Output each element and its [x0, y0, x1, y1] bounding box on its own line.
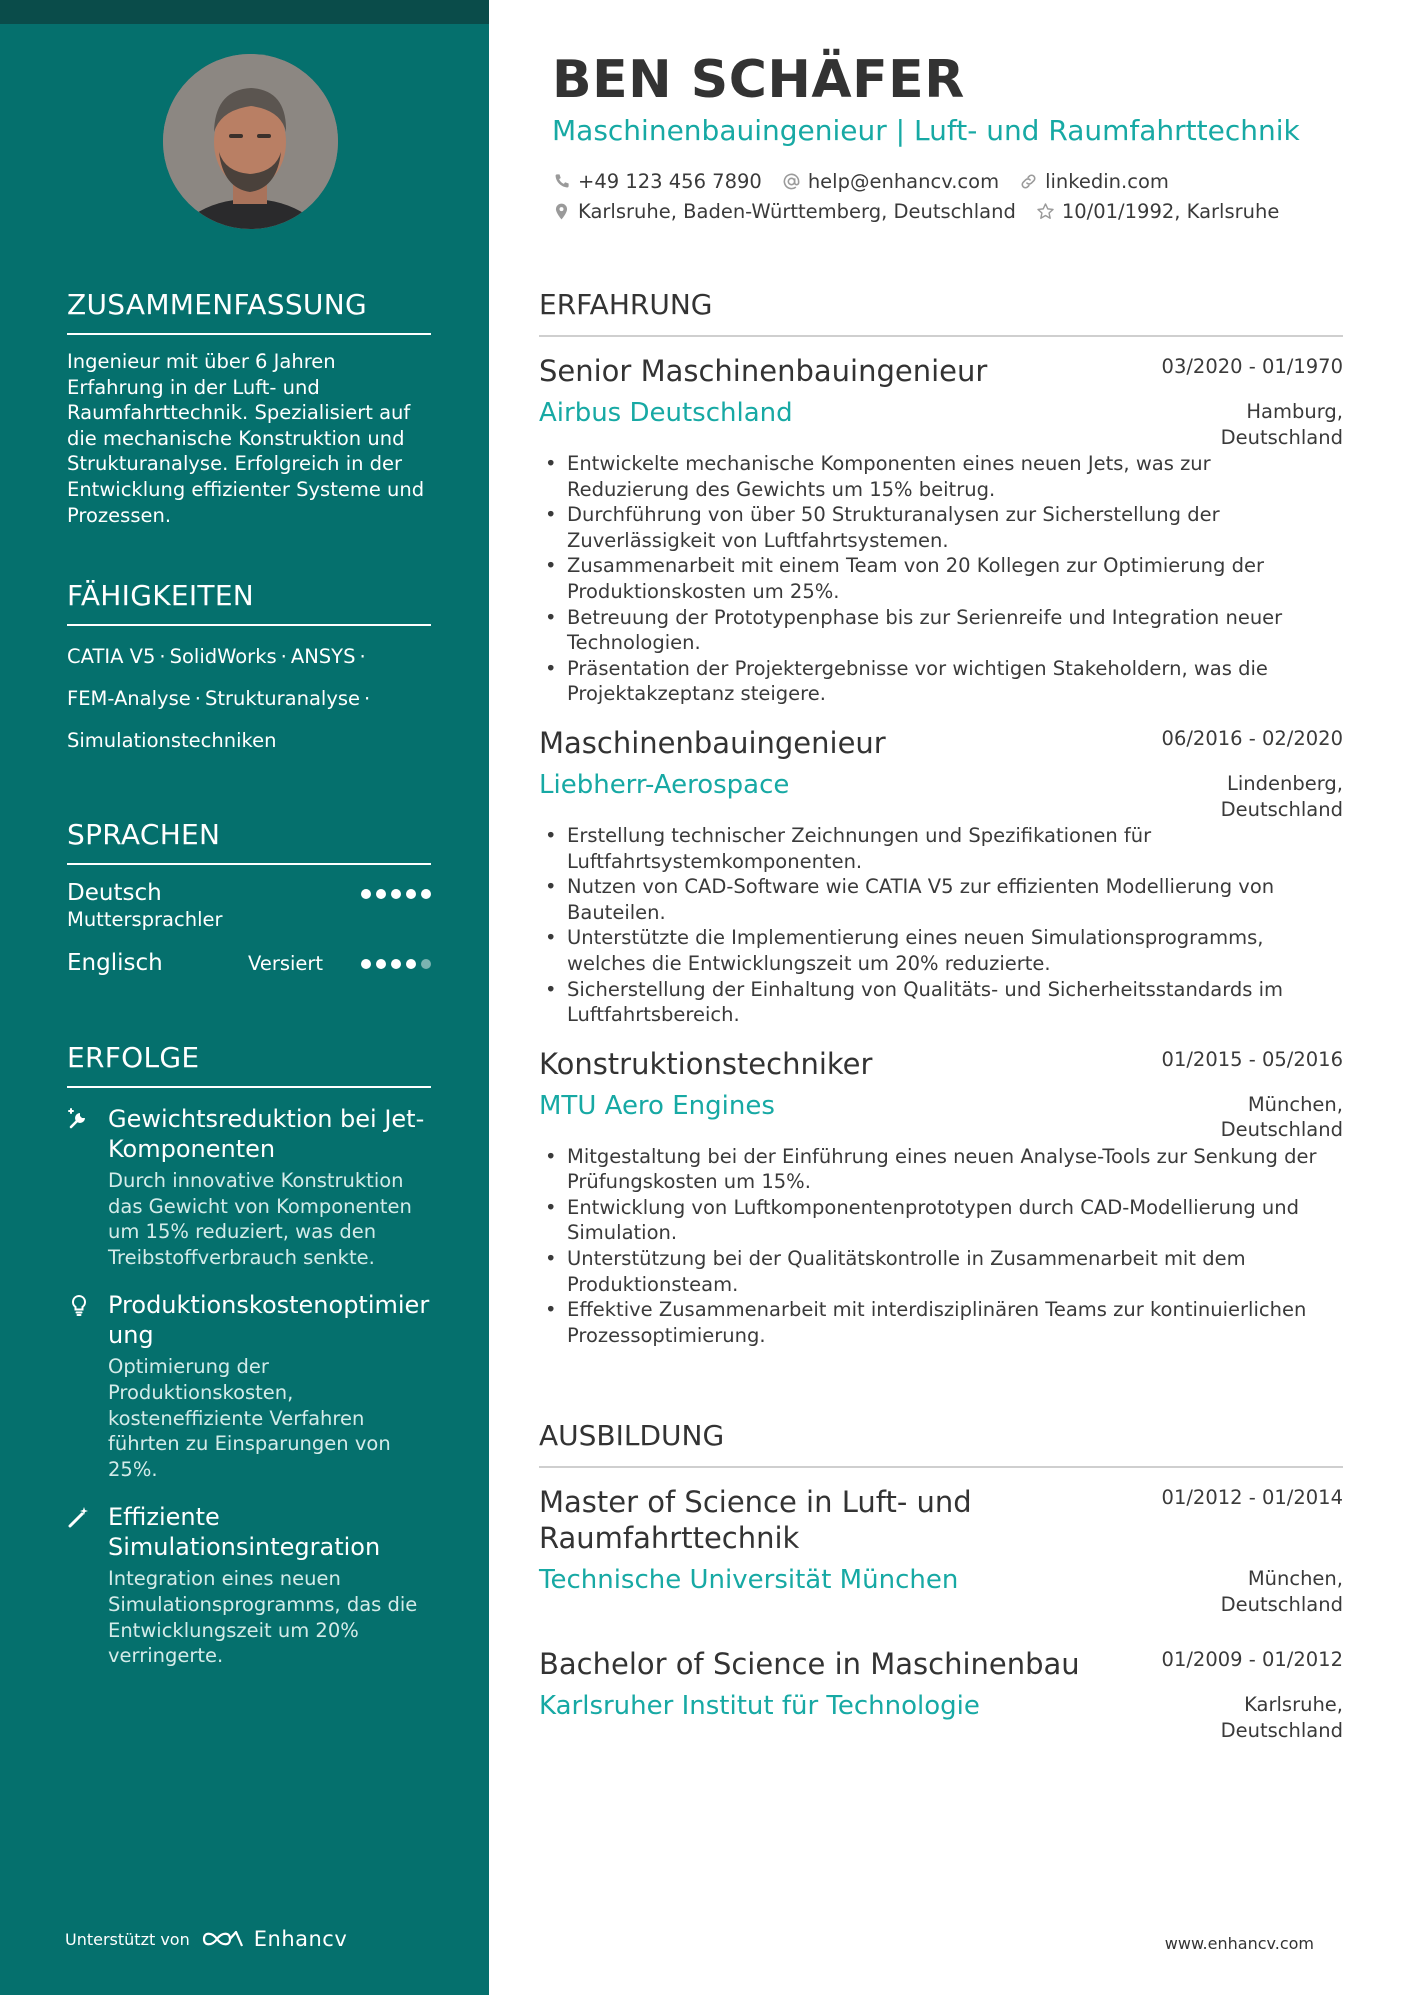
- achievement-description: Durch innovative Konstruktion das Gewicht von Komponenten um 15% reduziert, was den Treibstoffverbrauch senkte.: [108, 1169, 412, 1269]
- skill-item: Strukturanalyse: [204, 687, 361, 710]
- company-name[interactable]: Airbus Deutschland: [539, 398, 793, 428]
- job-location: [1221, 1092, 1343, 1143]
- experience-entry: [539, 1046, 1343, 1349]
- bullet-item: • Sicherstellung der Einhaltung von Qualitäts- und Sicherheitsstandards im Luftfahrtsbereich.: [539, 977, 1329, 1028]
- school-name[interactable]: Technische Universität München: [539, 1565, 959, 1595]
- bullet-item: • Zusammenarbeit mit einem Team von 20 Kollegen zur Optimierung der Produktionskosten um 25%.: [539, 553, 1329, 604]
- bullet-item: • Entwicklung von Luftkomponentenprototypen durch CAD-Modellierung und Simulation.: [539, 1195, 1329, 1246]
- sidebar-top-bar: [0, 0, 489, 24]
- bullet-item: • Betreuung der Prototypenphase bis zur Serienreife und Integration neuer Technologien.: [539, 605, 1329, 656]
- language-level: Muttersprachler: [67, 908, 223, 931]
- experience-section: [539, 288, 1343, 1348]
- bullet-item: • Präsentation der Projektergebnisse vor wichtigen Stakeholdern, was die Projektakzeptanz steigere.: [539, 656, 1329, 707]
- birth-text: 10/01/1992, Karlsruhe: [1061, 200, 1280, 223]
- skills-list: [67, 636, 431, 762]
- education-section: [539, 1419, 1343, 1742]
- education-dates: 01/2009 - 01/2012: [1161, 1648, 1343, 1671]
- languages-heading: SPRACHEN: [67, 818, 431, 865]
- phone-icon: [552, 172, 571, 191]
- star-icon: [1036, 202, 1055, 221]
- birth-contact: [1036, 200, 1280, 223]
- rating-dot: [421, 959, 431, 969]
- job-dates: 06/2016 - 02/2020: [1161, 726, 1343, 750]
- language-rating: [361, 959, 431, 969]
- achievements-section: [67, 1041, 431, 1669]
- summary-section: [67, 288, 431, 528]
- enhancv-logo-icon: [200, 1928, 246, 1950]
- linkedin-text: linkedin.com: [1045, 170, 1169, 193]
- rating-dot: [406, 959, 416, 969]
- brand-name: Enhancv: [253, 1927, 348, 1951]
- job-location: [1221, 399, 1343, 450]
- job-location: [1221, 771, 1343, 822]
- skill-item: FEM-Analyse: [67, 687, 191, 710]
- wrench-icon: [67, 1107, 91, 1131]
- skill-separator: ·: [280, 645, 287, 668]
- language-item: [67, 949, 431, 999]
- language-name: Englisch: [67, 950, 163, 976]
- rating-dot: [391, 889, 401, 899]
- skill-item: ANSYS: [290, 645, 356, 668]
- job-country: Deutschland: [1220, 797, 1343, 821]
- skill-separator: ·: [364, 687, 371, 710]
- powered-by-label: Unterstützt von: [65, 1929, 190, 1949]
- achievement-description: Optimierung der Produktionskosten, kosteneffiziente Verfahren führten zu Einsparungen von 25%.: [108, 1355, 391, 1481]
- education-entry: [539, 1484, 1343, 1616]
- bullet-item: • Durchführung von über 50 Strukturanalysen zur Sicherstellung der Zuverlässigkeit von Luftfahrtsystemen.: [539, 502, 1329, 553]
- degree-title: Master of Science in Luft- und Raumfahrttechnik: [539, 1485, 972, 1555]
- achievement-title: Gewichtsreduktion bei Jet-Komponenten: [108, 1105, 425, 1163]
- powered-by: [65, 1927, 347, 1951]
- achievement-item: [67, 1290, 431, 1482]
- lightbulb-icon: [67, 1293, 91, 1317]
- job-title: Senior Maschinenbauingenieur: [539, 354, 988, 388]
- education-location: [1221, 1692, 1343, 1743]
- job-city: München,: [1247, 1092, 1343, 1116]
- job-title: Maschinenbauingenieur: [539, 725, 886, 760]
- job-country: Deutschland: [1220, 1118, 1343, 1142]
- experience-entry: [539, 353, 1343, 707]
- bullet-item: • Mitgestaltung bei der Einführung eines neuen Analyse-Tools zur Senkung der Prüfungskosten um 15%.: [539, 1144, 1329, 1195]
- education-country: Deutschland: [1220, 1718, 1343, 1742]
- language-level: Versiert: [248, 952, 324, 975]
- sidebar: [0, 0, 489, 1995]
- enhancv-logo[interactable]: [200, 1927, 348, 1951]
- achievement-item: [67, 1104, 431, 1270]
- education-city: Karlsruhe,: [1244, 1693, 1343, 1716]
- bullet-item: • Unterstützte die Implementierung eines neuen Simulationsprogramms, welches die Entwicklungszeit um 20% reduzierte.: [539, 925, 1329, 976]
- bullet-item: • Entwickelte mechanische Komponenten eines neuen Jets, was zur Reduzierung des Gewichts um 15% beitrug.: [539, 451, 1329, 502]
- languages-section: [67, 818, 431, 999]
- skill-separator: ·: [194, 687, 201, 710]
- bullet-item: • Nutzen von CAD-Software wie CATIA V5 zur effizienten Modellierung von Bauteilen.: [539, 874, 1329, 925]
- candidate-name: BEN SCHÄFER: [552, 50, 965, 110]
- summary-text: Ingenieur mit über 6 Jahren Erfahrung in der Luft- und Raumfahrttechnik. Spezialisiert auf die mechanische Konstruktion und Strukturanalyse. Erfolgreich in der Entwicklung effizienter Systeme und Prozessen.: [67, 350, 425, 527]
- job-city: Hamburg,: [1246, 400, 1343, 423]
- job-dates: 03/2020 - 01/1970: [1161, 355, 1343, 378]
- achievement-title: Produktionskostenoptimierung: [108, 1291, 430, 1350]
- achievement-title: Effiziente Simulationsintegration: [108, 1503, 381, 1562]
- summary-heading: ZUSAMMENFASSUNG: [67, 288, 431, 335]
- education-city: München,: [1247, 1567, 1343, 1590]
- experience-heading: ERFAHRUNG: [539, 288, 1343, 337]
- magic-wand-icon: [67, 1505, 91, 1529]
- bullet-item: • Erstellung technischer Zeichnungen und Spezifikationen für Luftfahrtsystemkomponenten.: [539, 823, 1329, 874]
- email-text: help@enhancv.com: [807, 170, 1000, 193]
- experience-entry: [539, 725, 1343, 1028]
- candidate-title: Maschinenbauingenieur | Luft- und Raumfahrttechnik: [552, 114, 1300, 147]
- footer-url[interactable]: www.enhancv.com: [1164, 1934, 1314, 1953]
- skill-item: SolidWorks: [169, 645, 277, 668]
- achievement-item: [67, 1502, 431, 1668]
- linkedin-contact[interactable]: [1019, 170, 1169, 193]
- language-name: Deutsch: [67, 880, 162, 906]
- skill-separator: ·: [159, 645, 166, 668]
- skill-separator: ·: [359, 645, 366, 668]
- bullet-item: • Unterstützung bei der Qualitätskontrolle in Zusammenarbeit mit dem Produktionsteam.: [539, 1246, 1329, 1297]
- job-city: Lindenberg,: [1226, 771, 1343, 795]
- location-pin-icon: [552, 202, 571, 221]
- job-dates: 01/2015 - 05/2016: [1161, 1047, 1343, 1071]
- rating-dot: [361, 959, 371, 969]
- job-bullets: [539, 1144, 1343, 1349]
- education-heading: AUSBILDUNG: [539, 1419, 1343, 1468]
- phone-contact[interactable]: [552, 170, 762, 193]
- portrait-image: [163, 54, 338, 229]
- skill-item: CATIA V5: [67, 645, 156, 668]
- at-sign-icon: [782, 172, 801, 191]
- location-contact: [552, 200, 1016, 223]
- job-title: Konstruktionstechniker: [539, 1046, 873, 1081]
- skills-section: [67, 579, 431, 762]
- education-location: [1221, 1566, 1343, 1617]
- email-contact[interactable]: [782, 170, 999, 193]
- contact-row: [552, 200, 1279, 223]
- rating-dot: [421, 889, 431, 899]
- location-text: Karlsruhe, Baden-Württemberg, Deutschland: [578, 200, 1016, 223]
- contact-row: [552, 170, 1169, 193]
- phone-text: +49 123 456 7890: [578, 170, 762, 193]
- achievements-heading: ERFOLGE: [67, 1041, 431, 1088]
- skill-item: Simulationstechniken: [67, 729, 277, 752]
- rating-dot: [376, 889, 386, 899]
- job-country: Deutschland: [1220, 425, 1343, 449]
- language-item: [67, 879, 431, 949]
- rating-dot: [361, 889, 371, 899]
- job-bullets: [539, 823, 1343, 1028]
- degree-title: Bachelor of Science in Maschinenbau: [539, 1647, 1080, 1681]
- link-icon: [1019, 172, 1038, 191]
- profile-photo: [163, 54, 338, 229]
- company-name[interactable]: Liebherr-Aerospace: [539, 769, 790, 800]
- education-entry: [539, 1646, 1343, 1742]
- rating-dot: [406, 889, 416, 899]
- job-bullets: [539, 451, 1343, 707]
- rating-dot: [391, 959, 401, 969]
- company-name[interactable]: MTU Aero Engines: [539, 1090, 775, 1121]
- skills-heading: FÄHIGKEITEN: [67, 579, 431, 626]
- education-country: Deutschland: [1220, 1592, 1343, 1616]
- education-dates: 01/2012 - 01/2014: [1161, 1486, 1343, 1509]
- school-name[interactable]: Karlsruher Institut für Technologie: [539, 1691, 980, 1721]
- rating-dot: [376, 959, 386, 969]
- bullet-item: • Effektive Zusammenarbeit mit interdisziplinären Teams zur kontinuierlichen Prozessoptimierung.: [539, 1297, 1329, 1348]
- achievement-description: Integration eines neuen Simulationsprogramms, das die Entwicklungszeit um 20% verringerte.: [108, 1567, 418, 1668]
- language-rating: [361, 889, 431, 899]
